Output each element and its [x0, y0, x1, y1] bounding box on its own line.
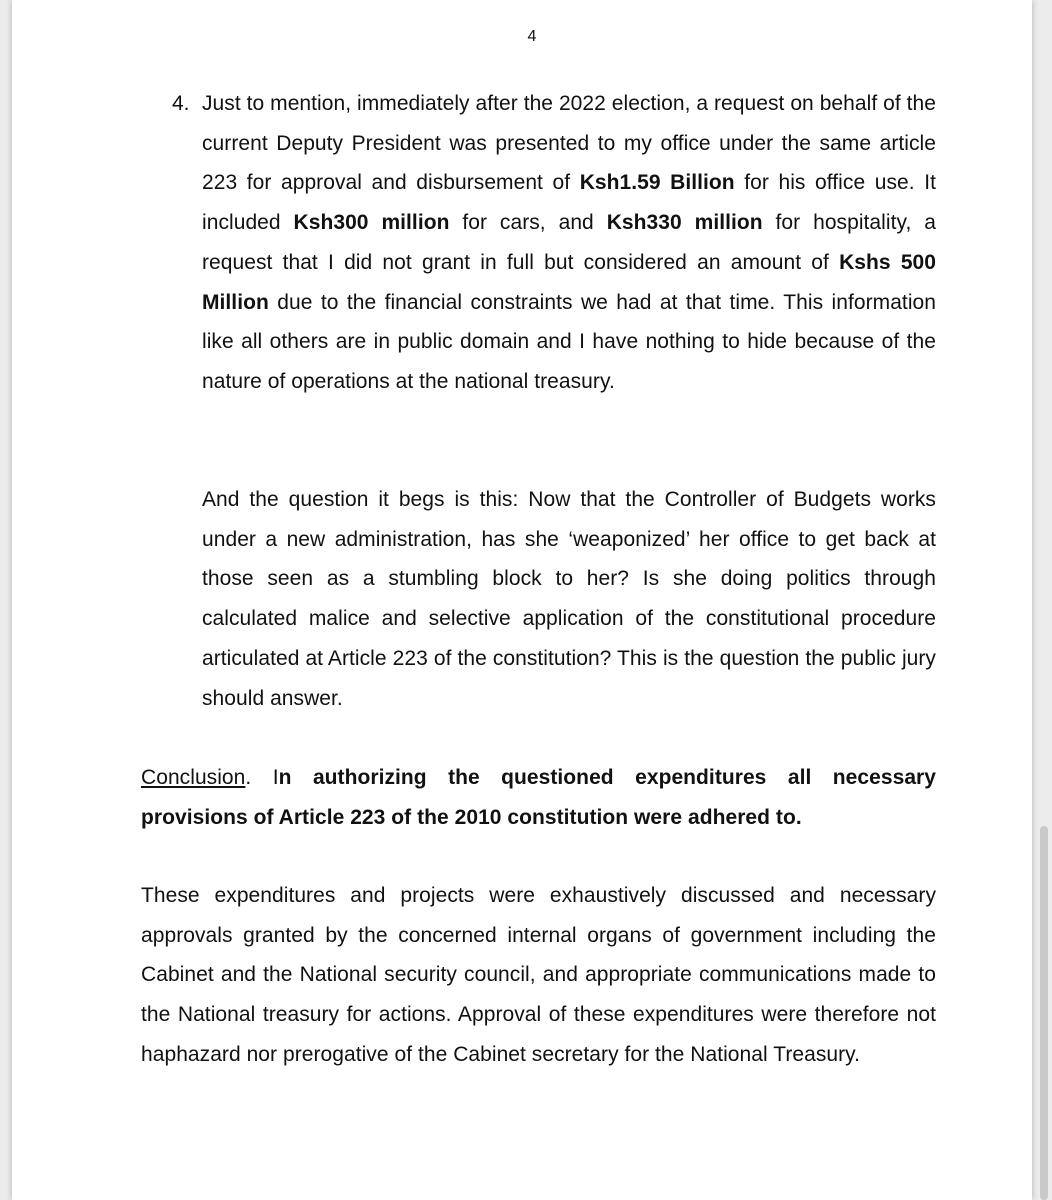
question-paragraph: And the question it begs is this: Now that the Controller of Budgets works under a new administration, has she ‘weaponized’ her office to get back at those seen as a stumbling block to her? Is she doing politics through calculated malice and selective application of the constitutional procedure articulated at Article 223 of the constitution? This is the question the public jury should answer.	[202, 488, 936, 710]
item4-text-1: Just to mention, immediately after the 2022 election, a request on behalf of the current Deputy President was presented to my office under the same article 223 for approval and disbursement of	[202, 92, 936, 195]
item4-text-2: for his office use. It included	[202, 171, 936, 235]
amount-ksh300-million: Ksh300 million	[293, 211, 450, 235]
amount-kshs-500-million: Kshs 500 Million	[202, 250, 937, 314]
item4-text-4: for hospitality, a request that I did not grant in full but considered an amount of	[202, 211, 936, 274]
amount-ksh330-million: Ksh330 million	[606, 211, 763, 235]
list-number: 4.	[172, 92, 190, 115]
paragraph-item-4	[202, 84, 936, 402]
document-page	[12, 0, 1032, 1200]
page-number: 4	[527, 28, 537, 45]
conclusion-bold-text: n authorizing the questioned expenditures all necessary provisions of Article 223 of the 2010 constitution were adhered to.	[141, 766, 936, 829]
item4-text-3: for cars, and	[449, 211, 607, 235]
item4-text-5: due to the financial constraints we had at that time. This information like all others are in public domain and I have nothing to hide because of the nature of operations at the national treasury.	[202, 290, 936, 393]
final-paragraph: These expenditures and projects were exhaustively discussed and necessary approvals granted by the concerned internal organs of government including the Cabinet and the National security council, and appropriate communications made to the National treasury for actions. Approval of these expenditures were therefore not haphazard nor prerogative of the Cabinet secretary for the National Treasury.	[141, 884, 936, 1066]
amount-ksh1-59-billion: Ksh1.59 Billion	[579, 171, 735, 195]
conclusion-heading: Conclusion	[141, 766, 246, 789]
conclusion-separator: . I	[245, 766, 279, 789]
vertical-scrollbar[interactable]	[1040, 826, 1048, 1200]
conclusion-paragraph	[141, 758, 936, 837]
